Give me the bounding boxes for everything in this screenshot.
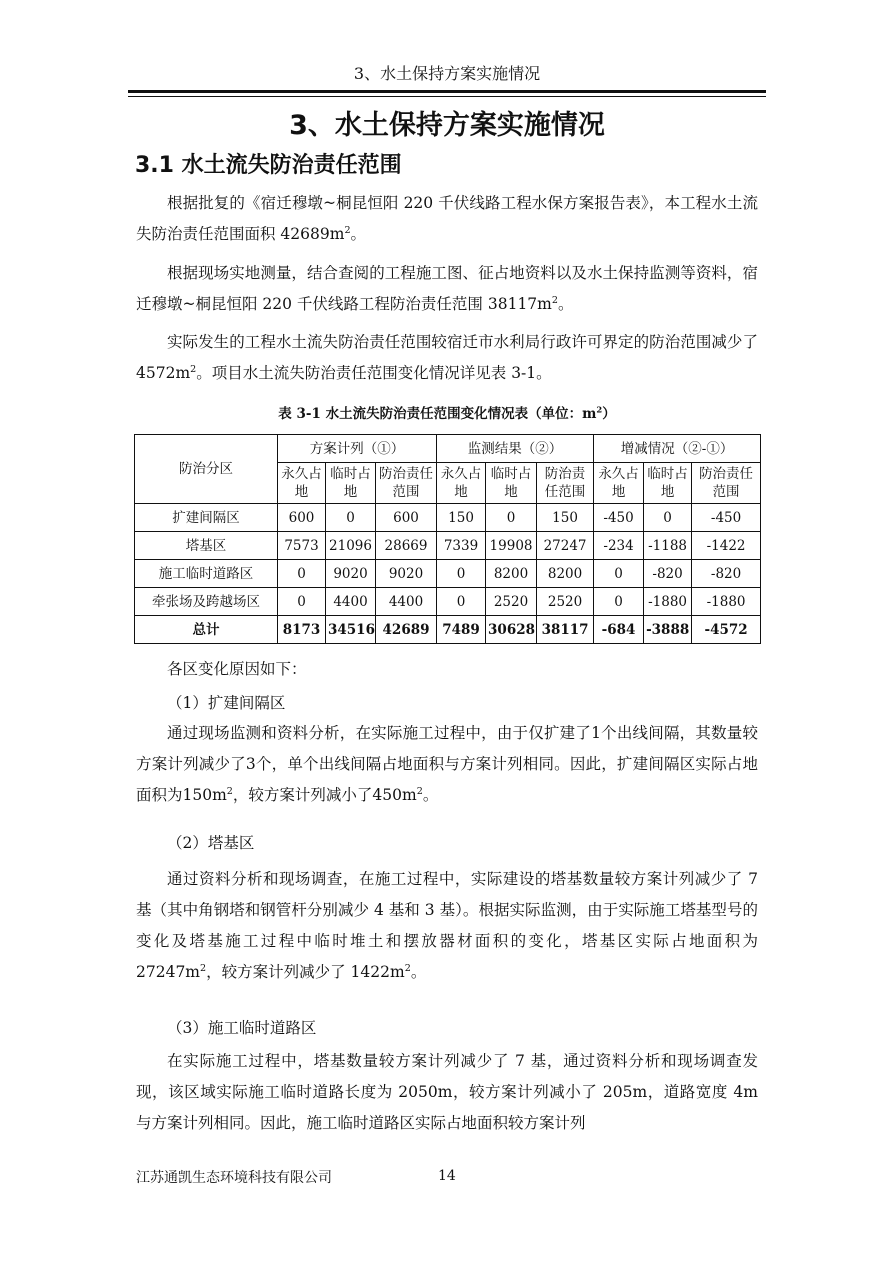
table-cell: 4400	[326, 588, 376, 616]
footer-company: 江苏通凯生态环境科技有限公司	[136, 1170, 332, 1186]
header-group-change: 增减情况（②-①）	[594, 435, 761, 463]
subheading-temporary-road: （3）施工临时道路区	[167, 1019, 317, 1037]
table-cell: 0	[594, 560, 644, 588]
table-row	[135, 504, 761, 532]
paragraph-temporary-road: 在实际施工过程中，塔基数量较方案计列减少了 7 基，通过资料分析和现场调查发现，该区域实际施工临时道路长度为 2050m，较方案计列减小了 205m，道路宽度 4m 与方案计列相同。因此，施工临时道路区实际占地面积较方案计列	[136, 1052, 758, 1132]
table-cell: 150	[437, 504, 486, 532]
table-cell: -1188	[644, 532, 692, 560]
paragraph-area-change: 实际发生的工程水土流失防治责任范围较宿迁市水利局行政许可界定的防治范围减少了 $4572m^2$。项目水土流失防治责任范围变化情况详见表 3-1。	[136, 333, 758, 382]
subheader-permanent: 永久占地	[278, 463, 326, 504]
table-cell: -450	[692, 504, 761, 532]
paragraph-tower-base: 通过资料分析和现场调查，在施工过程中，实际建设的塔基数量较方案计列减少了 7 基（其中角钢塔和钢管杆分别减少 4 基和 3 基）。根据实际监测，由于实际施工塔基型号的变化及塔基施工过程中临时堆土和摆放器材面积的变化，塔基区实际占地面积为 $27247m^2$，较方案计列减少了 $1422m^2$。	[136, 870, 758, 981]
table-cell: 7573	[278, 532, 326, 560]
table-cell: 塔基区	[135, 532, 278, 560]
table-cell: 30628	[486, 616, 537, 644]
table-cell: 19908	[486, 532, 537, 560]
table-total-row	[135, 616, 761, 644]
subheader-permanent: 永久占地	[437, 463, 486, 504]
table-cell: -450	[594, 504, 644, 532]
subheader-permanent: 永久占地	[594, 463, 644, 504]
table-cell: -234	[594, 532, 644, 560]
table-cell: 4400	[376, 588, 437, 616]
header-group-plan: 方案计列（①）	[278, 435, 437, 463]
table-cell: -1880	[692, 588, 761, 616]
table-cell: 扩建间隔区	[135, 504, 278, 532]
table-cell: -1422	[692, 532, 761, 560]
table-cell: -1880	[644, 588, 692, 616]
header-rule-thick	[128, 90, 766, 93]
table-cell: 0	[644, 504, 692, 532]
table-cell: 0	[326, 504, 376, 532]
table-cell: 7339	[437, 532, 486, 560]
table-cell: 总计	[135, 616, 278, 644]
table-cell: 9020	[326, 560, 376, 588]
table-cell: 38117	[537, 616, 594, 644]
subheader-responsibility: 防治责任范围	[537, 463, 594, 504]
responsibility-area-table	[134, 434, 761, 644]
table-caption: 表 3-1 水土流失防治责任范围变化情况表（单位：$m^2$）	[278, 404, 616, 422]
subheader-temporary: 临时占地	[486, 463, 537, 504]
table-cell: 150	[537, 504, 594, 532]
table-cell: 9020	[376, 560, 437, 588]
header-group-monitoring: 监测结果（②）	[437, 435, 594, 463]
table-cell: -820	[692, 560, 761, 588]
table-cell: 0	[437, 588, 486, 616]
table-header-row	[135, 435, 761, 463]
table-cell: 7489	[437, 616, 486, 644]
paragraph-measured-area: 根据现场实地测量，结合查阅的工程施工图、征占地资料以及水土保持监测等资料，宿迁穆墩~桐昆恒阳 220 千伏线路工程防治责任范围 $38117m^2$。	[136, 264, 758, 313]
table-cell: 施工临时道路区	[135, 560, 278, 588]
table-cell: 0	[278, 588, 326, 616]
table-cell: 42689	[376, 616, 437, 644]
running-header: 3、水土保持方案实施情况	[353, 64, 541, 83]
subheading-expansion-bay: （1）扩建间隔区	[167, 694, 286, 712]
table-cell: 牵张场及跨越场区	[135, 588, 278, 616]
paragraph-approved-area: 根据批复的《宿迁穆墩~桐昆恒阳 220 千伏线路工程水保方案报告表》，本工程水土流失防治责任范围面积 $42689m^2$。	[136, 194, 758, 243]
subheader-temporary: 临时占地	[326, 463, 376, 504]
table-cell: 8200	[537, 560, 594, 588]
reasons-intro: 各区变化原因如下：	[167, 660, 307, 678]
subheader-temporary: 临时占地	[644, 463, 692, 504]
table-cell: 8173	[278, 616, 326, 644]
subheader-responsibility: 防治责任范围	[692, 463, 761, 504]
table-cell: 28669	[376, 532, 437, 560]
section-title: 3.1 水土流失防治责任范围	[135, 153, 402, 178]
table-cell: 0	[486, 504, 537, 532]
page-number: 14	[438, 1168, 456, 1184]
paragraph-expansion-bay: 通过现场监测和资料分析，在实际施工过程中，由于仅扩建了1个出线间隔，其数量较方案计列减少了3个，单个出线间隔占地面积与方案计列相同。因此，扩建间隔区实际占地面积为$150m^2$，较方案计列减小了$450m^2$。	[136, 724, 758, 804]
table-cell: 0	[594, 588, 644, 616]
table-row	[135, 532, 761, 560]
table-cell: -4572	[692, 616, 761, 644]
chapter-title: 3、水土保持方案实施情况	[289, 110, 605, 141]
table-cell: 2520	[537, 588, 594, 616]
table-cell: 8200	[486, 560, 537, 588]
subheader-responsibility: 防治责任范围	[376, 463, 437, 504]
table-cell: 34516	[326, 616, 376, 644]
header-rule-thin	[128, 96, 766, 97]
table-cell: -820	[644, 560, 692, 588]
table-cell: 27247	[537, 532, 594, 560]
table-cell: 0	[278, 560, 326, 588]
table-cell: 2520	[486, 588, 537, 616]
subheading-tower-base: （2）塔基区	[167, 834, 255, 852]
table-cell: 600	[278, 504, 326, 532]
table-row	[135, 560, 761, 588]
table-cell: 0	[437, 560, 486, 588]
table-cell: -684	[594, 616, 644, 644]
table-cell: -3888	[644, 616, 692, 644]
header-zone: 防治分区	[135, 435, 278, 504]
table-cell: 21096	[326, 532, 376, 560]
table-row	[135, 588, 761, 616]
table-cell: 600	[376, 504, 437, 532]
